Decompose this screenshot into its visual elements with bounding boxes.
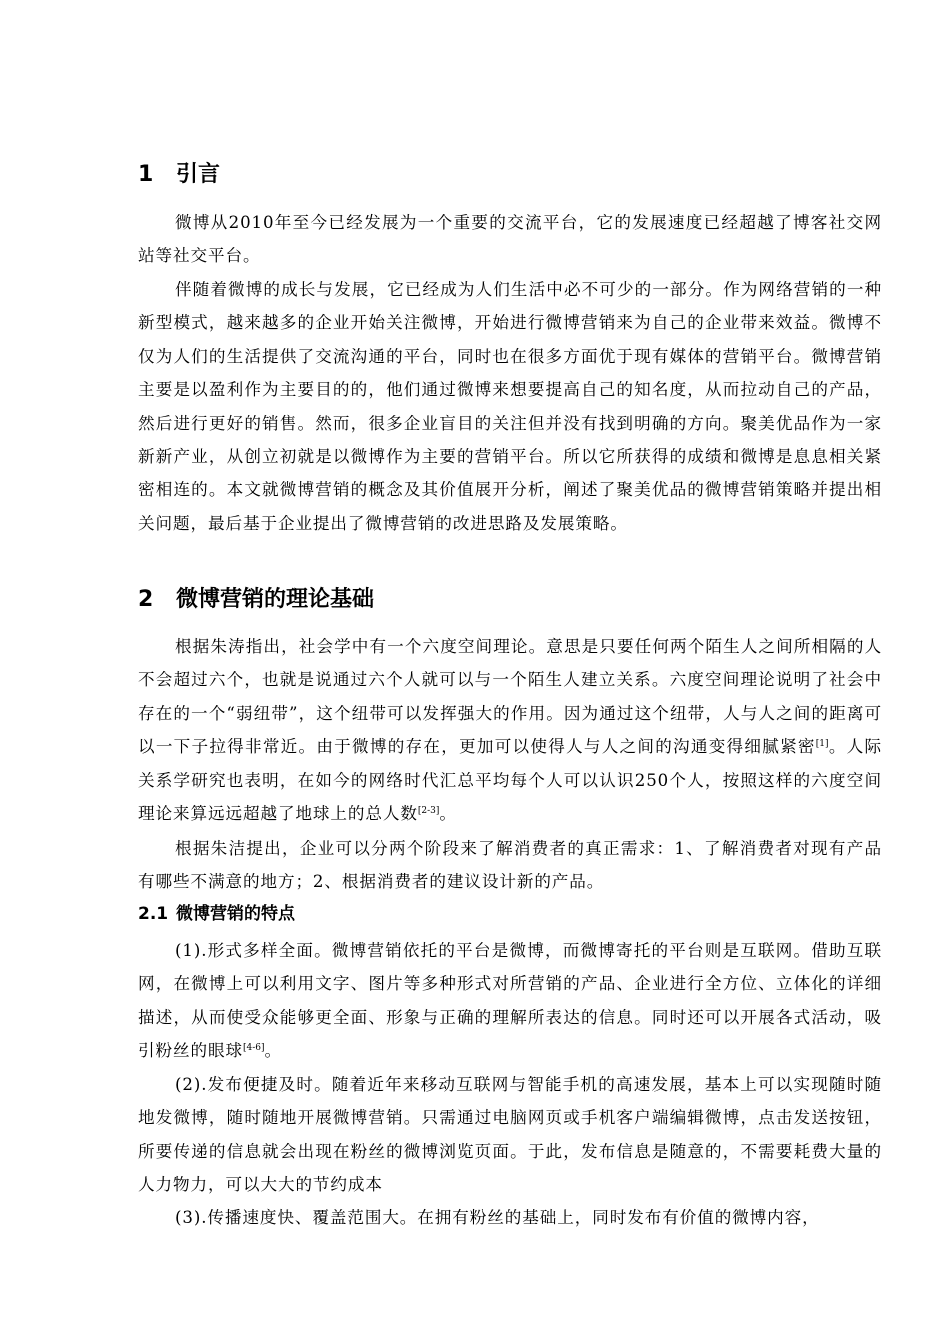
paragraph-text: 。 — [439, 804, 457, 824]
citation: [2-3] — [417, 806, 440, 817]
paragraph-text: 根据朱涛指出，社会学中有一个六度空间理论。意思是只要任何两个陌生人之间所相隔的人不会超过六个，也就是说通过六个人就可以与一个陌生人建立关系。六度空间理论说明了社会中存在的一个“弱纽带”，这个纽带可以发挥强大的作用。因为通过这个纽带，人与人之间的距离可以一下子拉得非常近。由于微博的存在，更加可以使得人与人之间的沟通变得细腻紧密 — [138, 637, 882, 757]
section-title: 引言 — [176, 162, 221, 187]
paragraph: 根据朱洁提出，企业可以分两个阶段来了解消费者的真正需求：1、了解消费者对现有产品有哪些不满意的地方；2、根据消费者的建议设计新的产品。 — [138, 839, 882, 892]
citation: [1] — [815, 739, 829, 750]
section-1-heading — [138, 160, 220, 190]
paragraph-text: 。 — [264, 1041, 282, 1061]
paragraph — [138, 630, 882, 830]
section-title: 微博营销的理论基础 — [176, 587, 375, 612]
paragraph: 伴随着微博的成长与发展，它已经成为人们生活中必不可少的一部分。作为网络营销的一种新型模式，越来越多的企业开始关注微博，开始进行微博营销来为自己的企业带来效益。微博不仅为人们的生活提供了交流沟通的平台，同时也在很多方面优于现有媒体的营销平台。微博营销主要是以盈利作为主要目的的，他们通过微博来想要提高自己的知名度，从而拉动自己的产品，然后进行更好的销售。然而，很多企业盲目的关注但并没有找到明确的方向。聚美优品作为一家新新产业，从创立初就是以微博作为主要的营销平台。所以它所获得的成绩和微博是息息相关紧密相连的。本文就微博营销的概念及其价值展开分析，阐述了聚美优品的微博营销策略并提出相关问题，最后基于企业提出了微博营销的改进思路及发展策略。 — [138, 280, 882, 533]
citation: [4-6] — [242, 1043, 265, 1054]
paragraph — [138, 934, 882, 1068]
section-number: 1 — [138, 162, 154, 187]
paragraph: (3).传播速度快、覆盖范围大。在拥有粉丝的基础上，同时发布有价值的微博内容， — [175, 1208, 820, 1227]
paragraph: 微博从2010年至今已经发展为一个重要的交流平台，它的发展速度已经超越了博客社交网站等社交平台。 — [138, 213, 882, 266]
paragraph-text: (1).形式多样全面。微博营销依托的平台是微博，而微博寄托的平台则是互联网。借助互联网，在微博上可以利用文字、图片等多种形式对所营销的产品、企业进行全方位、立体化的详细描述，从而使受众能够更全面、形象与正确的理解所表达的信息。同时还可以开展各式活动，吸引粉丝的眼球 — [138, 941, 882, 1061]
subsection-title: 微博营销的特点 — [176, 904, 295, 924]
subsection-2-1-heading — [138, 902, 295, 926]
paragraph: (2).发布便捷及时。随着近年来移动互联网与智能手机的高速发展，基本上可以实现随时随地发微博，随时随地开展微博营销。只需通过电脑网页或手机客户端编辑微博，点击发送按钮，所要传递的信息就会出现在粉丝的微博浏览页面。于此，发布信息是随意的，不需要耗费大量的人力物力，可以大大的节约成本 — [138, 1075, 882, 1195]
paragraph-text: 。人际关系学研究也表明，在如今的网络时代汇总平均每个人可以认识250个人，按照这样的六度空间理论来算远远超越了地球上的总人数 — [138, 737, 883, 824]
section-2-heading — [138, 585, 374, 615]
section-number: 2 — [138, 587, 154, 612]
subsection-number: 2.1 — [138, 904, 169, 924]
